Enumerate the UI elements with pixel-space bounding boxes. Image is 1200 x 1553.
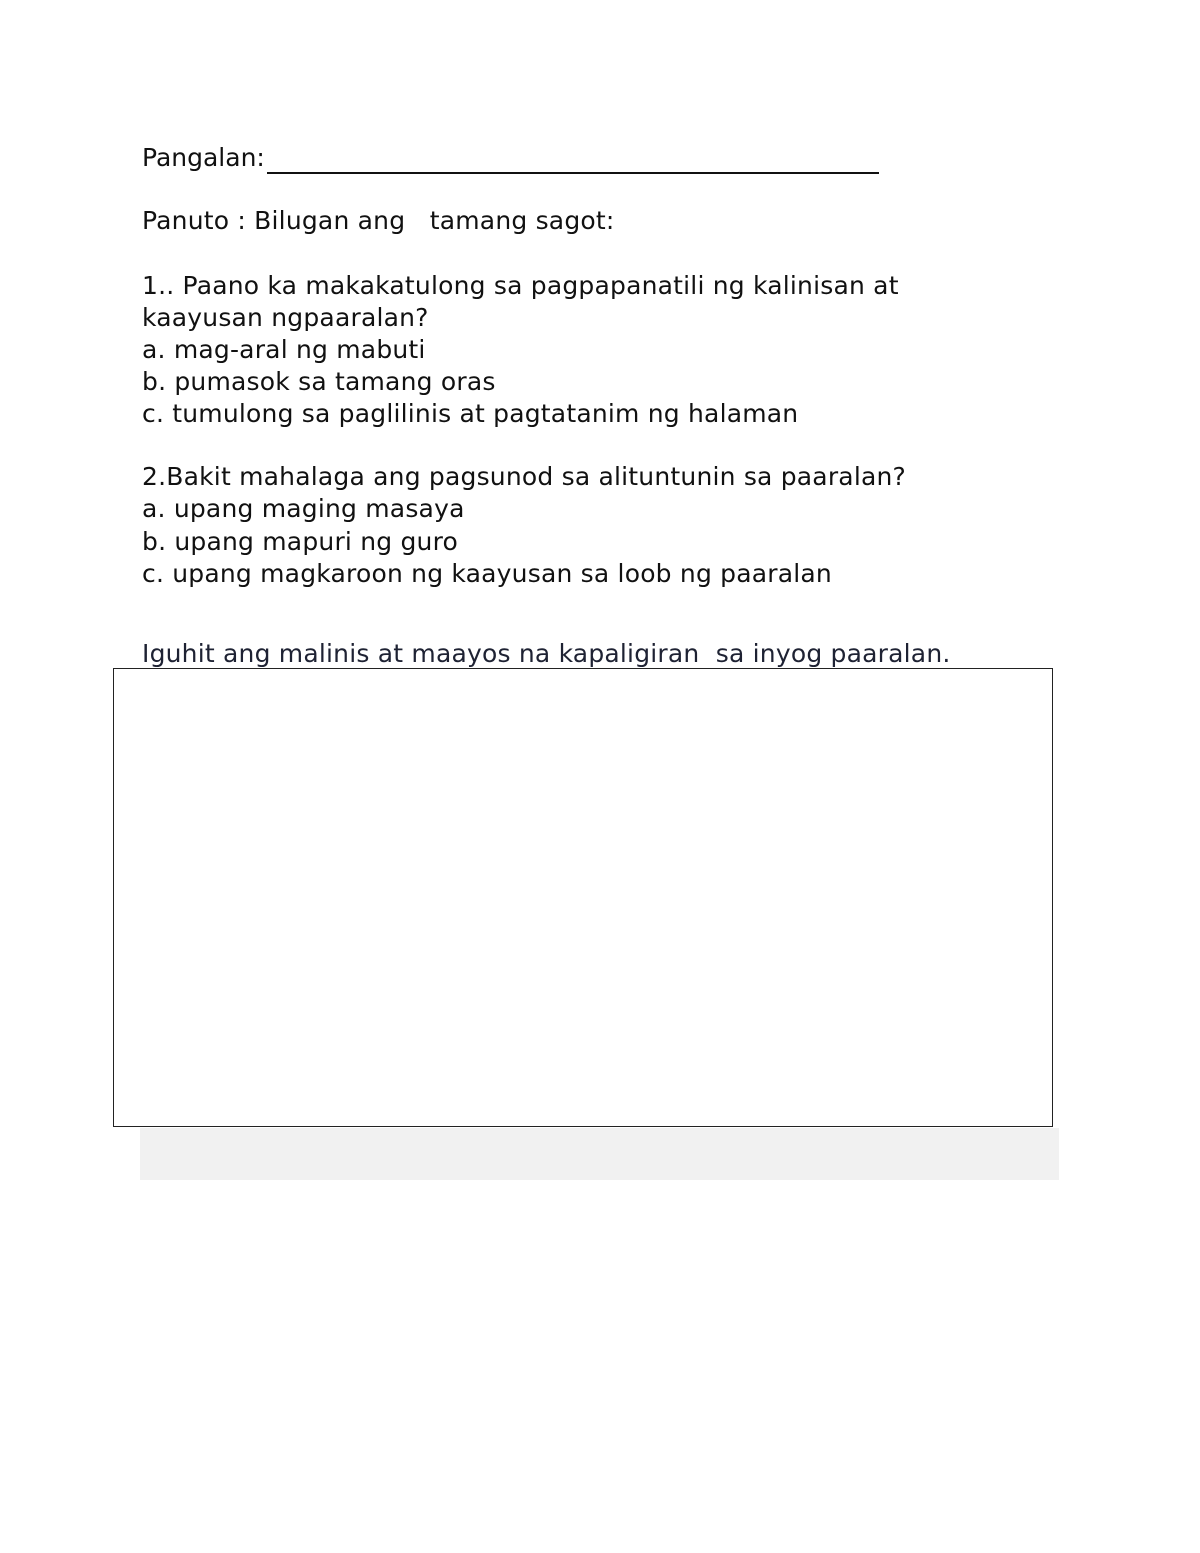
question-2-option-a[interactable]: a. upang maging masaya	[142, 494, 465, 523]
question-1-option-b[interactable]: b. pumasok sa tamang oras	[142, 367, 496, 396]
question-1-prompt-line-1: 1.. Paano ka makakatulong sa pagpapanatili ng kalinisan at	[142, 271, 899, 300]
box-shadow-strip	[140, 1128, 1059, 1180]
question-1-option-c[interactable]: c. tumulong sa paglilinis at pagtatanim ng halaman	[142, 399, 799, 428]
question-2-option-b[interactable]: b. upang mapuri ng guro	[142, 527, 459, 556]
question-1-option-a[interactable]: a. mag-aral ng mabuti	[142, 335, 426, 364]
instruction-text: Panuto : Bilugan ang tamang sagot:	[142, 206, 615, 235]
question-2-option-c[interactable]: c. upang magkaroon ng kaayusan sa loob ng paaralan	[142, 559, 832, 588]
name-row	[142, 142, 879, 174]
name-blank-line[interactable]	[267, 146, 879, 174]
name-label: Pangalan:	[142, 143, 265, 172]
question-1-prompt-line-2: kaayusan ngpaaralan?	[142, 303, 429, 332]
drawing-area[interactable]	[113, 668, 1053, 1127]
drawing-prompt: Iguhit ang malinis at maayos na kapaligiran sa inyog paaralan.	[142, 639, 951, 668]
question-2-prompt: 2.Bakit mahalaga ang pagsunod sa alituntunin sa paaralan?	[142, 462, 906, 491]
